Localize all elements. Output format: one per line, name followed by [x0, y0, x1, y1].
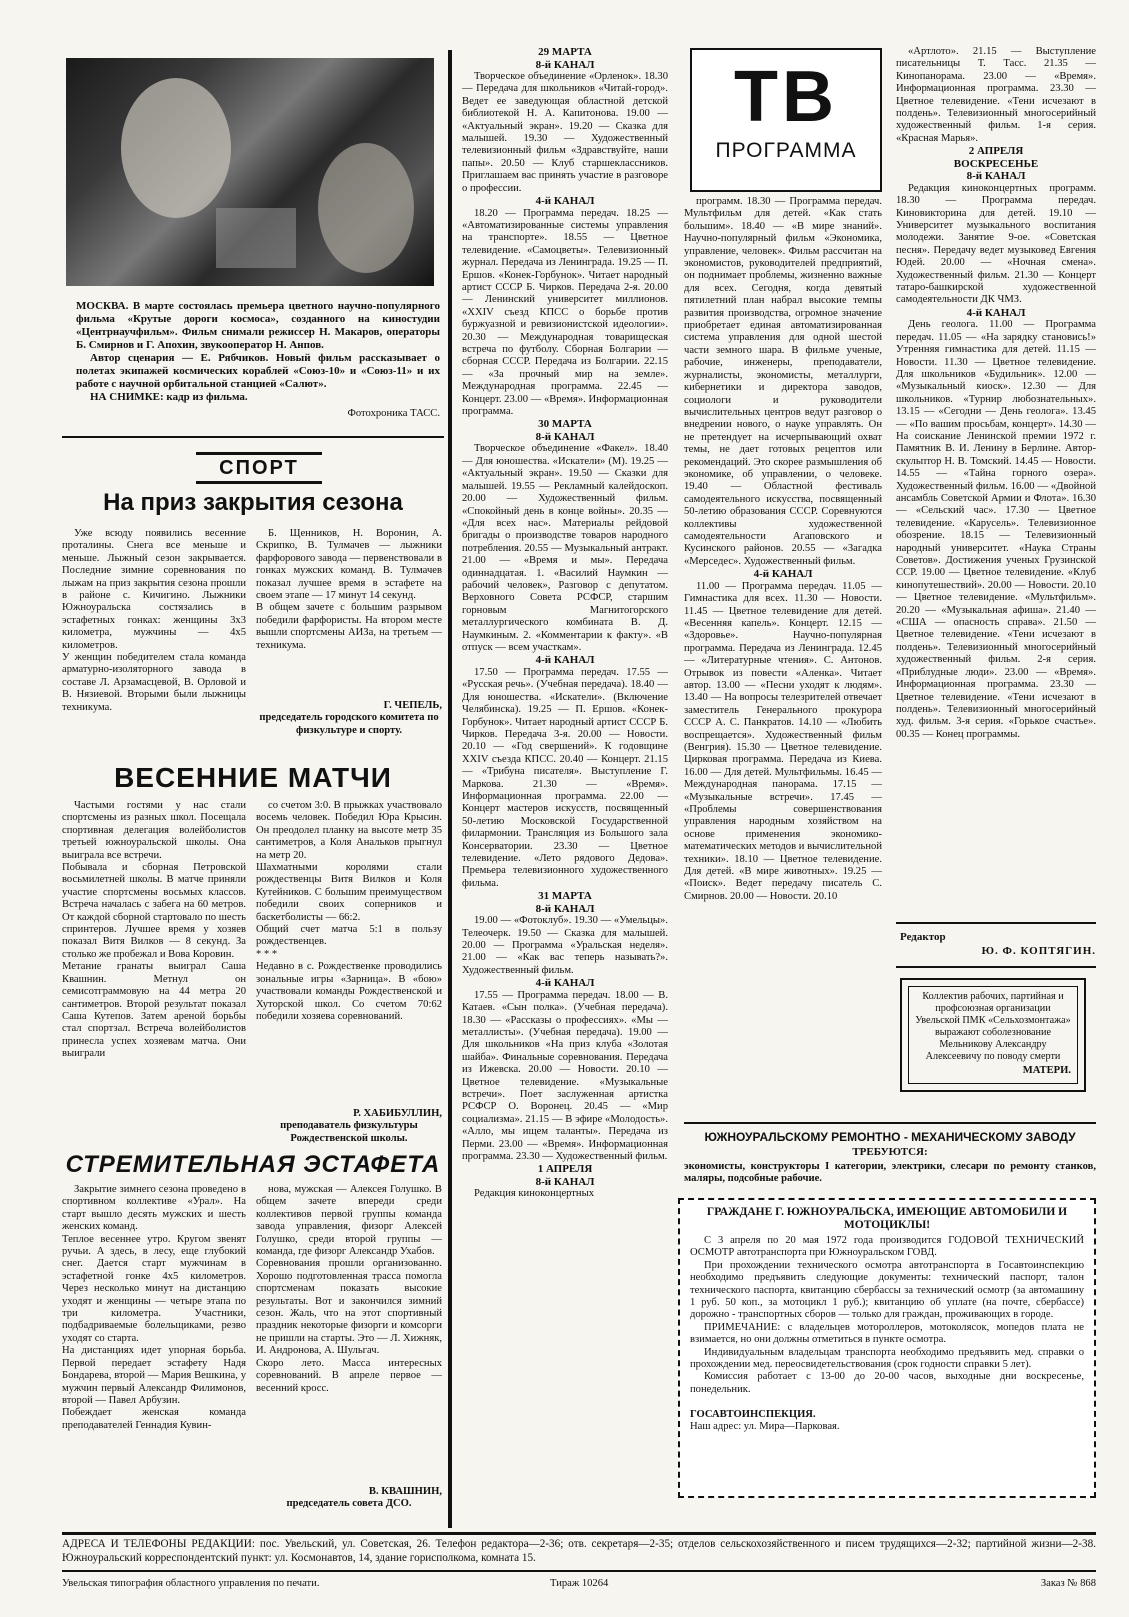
sport-col2: Б. Щенников, Н. Воронин, А. Скрипко, В. Тулмачев — лыжники фарфорового завода — первенствовали в гонках мужских команд. В. Тулмачев показал лучшее время в эстафете на своем этапе — 17 минут 14 секунд. В общем зачете с большим разрывом победили фарфористы. На втором месте вышли спортсмены АИЗа, на третьем — техникума. — [256, 528, 442, 651]
repair-ad-title: ЮЖНОУРАЛЬСКОМУ РЕМОНТНО - МЕХАНИЧЕСКОМУ ЗАВОДУ — [704, 1130, 1076, 1144]
divider — [684, 1122, 1096, 1124]
tv-program-text: 17.50 — Программа передач. 17.55 — «Русская речь». (Учебная передача). 18.40 — Для юношества. «Искатели». (Включение Челябинска). 19.25 — П. Ершов. «Конек-Горбунок». Читает народный артист СССР Б. Чирков. Передача 3-я. 20.00 — Новости. 20.10 — «Год свершений». К годовщине XXIV съезда КПСС. 20.40 — Концерт. 21.15 — «Трибуна писателя». Выступление Г. Маркова. 21.30 — «Время». Информационная программа. 22.00 — Концерт мастеров искусств, посвященный 50-летию Московской Государственной филармонии. Трансляция из Большого зала Консерватории. 23.30 — Цветное телевидение. «Лето рядового Дедова». Премьера телевизионного художественного фильма. — [462, 666, 668, 889]
tv-program-text: Творческое объединение «Орленок». 18.30 — Передача для школьников «Читай-город». Ведет ее заведующая областной детской библиотекой Н. А. Капитонова. 19.00 — «Актуальный экран». 19.20 — Сказка для малышей. 19.30 — Художественный телевизионный фильм «Здравствуйте, наши папы». 20.50 — Клуб старшеклассников. Приглашаем вас принять участие в разговоре о профессии. — [462, 71, 668, 194]
relay-headline: СТРЕМИТЕЛЬНАЯ ЭСТАФЕТА — [65, 1151, 441, 1178]
gai-ad-p1: С 3 апреля по 20 мая 1972 года производится ГОДОВОЙ ТЕХНИЧЕСКИЙ ОСМОТР автотранспорта при Южноуральском ГОВД. — [690, 1235, 1084, 1259]
obituary-word: МАТЕРИ. — [1022, 1065, 1071, 1076]
tv-day-header: 29 МАРТА — [538, 46, 592, 58]
tv-day-header: 4-й КАНАЛ — [753, 568, 813, 581]
photo-caption-block — [76, 300, 440, 420]
matches-col2: со счетом 3:0. В прыжках участвовало восемь человек. Победил Юра Крысин. Он преодолел планку на высоте метр 35 сантиметров, а Коля Анальков прыгнул на метр 20. Шахматными королями стали рождественцы Витя Вилков и Коля Кутейников. С большим преимуществом победили своих соперников и баскетболисты — 66:2. Общий счет матча 5:1 в пользу рождественцев. * * * Недавно в с. Рождественке проводились зональные игры «Зарница». В «бою» участвовали команды Рождественской и Хуторской школ. Со счетом 70:62 победили хозяева соревнований. — [256, 800, 442, 1022]
tv-logo-letters: ТВ — [734, 57, 838, 137]
gai-ad-p5: Комиссия работает с 13-00 до 20-00 часов, выходные дни воскресенье, понедельник. — [690, 1371, 1084, 1395]
repair-ad-text: экономисты, конструкторы I категории, электрики, слесари по ремонту станков, маляры, подсобные рабочие. — [684, 1161, 1096, 1185]
relay-col1: Закрытие зимнего сезона проведено в спортивном коллективе «Урал». На старт вышло десять мужских и шесть женских команд. Теплое весеннее утро. Кругом звенят ручьи. А здесь, в лесу, еще глубокий снег. Дается старт мужчинам в эстафетной гонке 4х5 километров. Через несколько минут на дистанцию уходят и женщины — четыре этапа по три километра. Участники, подбадриваемые болельщиками, резво уходят со старта. На дистанциях идет упорная борьба. Первой передает эстафету Надя Бондарева, второй — Мария Вешкина, у мужчин первый Александр Филимонов, второй — Павел Арбузин. Побеждает женская команда преподавателей Геннадия Кувин- — [62, 1184, 246, 1431]
sport-col1: Уже всюду появились весенние проталины. Снега все меньше и меньше. Лыжный сезон закрывается. Последние зимние соревнования по лыжам на приз закрытия сезона прошли в районе с. Кичигино. Лыжники Южноуральска состязались в эстафетных гонках: женщины 3х3 километра, мужчины — 4х5 километров. У женщин победителем стала команда арматурно-изоляторного завода в составе Л. Арзамасцевой, В. Орловой и В. Нязиевой. Вторыми были лыжницы техникума. — [62, 528, 246, 713]
sport-signature-role: председатель городского комитета по физкультуре и спорту. — [259, 712, 439, 736]
tv-day-header: 8-й КАНАЛ — [535, 58, 595, 71]
tv-program-text: Редакция киноконцертных — [474, 1188, 595, 1200]
photo-illustration — [66, 58, 434, 286]
footer-circulation: Тираж 10264 — [550, 1578, 609, 1589]
photo-caption-note: НА СНИМКЕ: кадр из фильма. — [90, 391, 248, 403]
relay-signature-role: председатель совета ДСО. — [286, 1498, 412, 1510]
footer-order: Заказ № 868 — [1040, 1578, 1096, 1589]
gai-ad-p2: При прохождении технического осмотра автотранспорта в Госавтоинспекцию необходимо предъявить следующие документы: технический паспорт, талон технического паспорта, квитанцию сбербассы за технический осмотр (за автомашину 1 руб. 50 коп., за мотоцикл 1 руб.); квитанцию об уплате (на почте, сбербассе) дорожно - транспортных сборов — только для граждан, проживающих в городе. — [690, 1259, 1084, 1321]
tv-day-header: 8-й КАНАЛ — [535, 902, 595, 915]
editor-label: Редактор — [900, 931, 946, 943]
tv-day-header: 4-й КАНАЛ — [535, 195, 595, 208]
gai-ad-p4: Индивидуальным владельцам транспорта необходимо предъявить мед. справки о прохождении мед. переосвидетельствования (срок годности справки 5 лет). — [690, 1346, 1084, 1371]
repair-ad-subtitle: ТРЕБУЮТСЯ: — [852, 1146, 928, 1158]
sport-signature: Г. ЧЕПЕЛЬ, — [383, 700, 442, 711]
tv-column-c — [896, 46, 1096, 916]
gai-ad-sign-line — [690, 1396, 1084, 1433]
photo-caption: МОСКВА. В марте состоялась премьера цветного научно-популярного фильма «Крутые дороги космоса», созданного на киностудии «Центрнаучфильм». Фильм снимали режиссер Н. Макаров, операторы Б. Смирнов и Г. Апохин, звукооператор Н. Анпов. — [76, 300, 440, 351]
tv-program-text: День геолога. 11.00 — Программа передач. 11.05 — «На зарядку становись!» Утренняя гимнастика для детей. 11.15 — Новости. 11.30 — Цветное телевидение. Для школьников «Будильник». 12.00 — «Музыкальный киоск». 12.30 — Для школьников. «Турнир любознательных». 13.15 — «Сегодни — День геолога». 13.45 — «По вашим просьбам, концерт». 14.30 — На соискание Ленинской премии 1972 г. Памятник В. И. Ленину в Берлине. Автор-скульптор Н. В. Томский. 14.45 — Новости. 14.55 — «Тайна горного озера». Художественный фильм. 16.00 — «Двойной ансамбль Советской Армии и Флота». 16.30 — «Сельский час». 17.30 — Цветное телевидение. «Карусель». Телевизионное обозрение. 18.15 — Телевизионный народный университет. «Наука Страны Советов». Достижения ученых Грузинской ССР. 19.00 — Цветное телевидение. «Клуб кинопутешествий». 20.00 — Новости. 20.10 — Цветное телевидение. «Мультфильм». 20.20 — «Музыкальная афиша». 21.40 — «США — опасность справа». 21.50 — Цветное телевидение. «Тени исчезают в полдень». Телевизионный многосерийный художественный фильм. 2-я серия. «Приблудные люди». 23.00 — «Время». Информационная программа. 23.30 — Цветное телевидение. «Тени исчезают в полдень». Телевизионный многосерийный худ. фильм. 3-я серия. «Горькое счастье». 00.35 — Конец программы. — [896, 319, 1096, 740]
matches-signature: Р. ХАБИБУЛЛИН, — [353, 1108, 442, 1119]
gai-ad-box — [678, 1198, 1096, 1498]
tv-program-text: 17.55 — Программа передач. 18.00 — В. Катаев. «Сын полка». (Учебная передача). 18.30 — «Рассказы о профессиях». «Мы — металлисты». (Учебная передача). 19.00 — Для школьников «На приз клуба «Золотая шайба». Финальные соревнования. Передача из Ижевска. 20.00 — Новости. 20.10 — Цветное телевидение. «Музыкальные встречи». Поет заслуженная артистка РСФСР О. Воронец. 20.45 — «Мир социализма». 21.15 — В эфире «Молодость». «Алло, мы ищем таланты». Передача из Перми. 23.00 — «Время». Информационная программа. 23.30 — Художественный фильм. — [462, 989, 668, 1162]
tv-program-text: «Артлото». 21.15 — Выступление писательницы Т. Тасс. 21.35 — Кинопанорама. 23.00 — «Время». Информационная программа. 23.30 — Цветное телевидение. «Тени исчезают в полдень». Телевизионный многосерийный художественный фильм. 1-я серия. «Красная Марья». — [896, 46, 1096, 144]
photo-caption-author: Автор сценария — Е. Рябчиков. Новый фильм рассказывает о полетах экипажей космических кораблей «Союз-10» и «Союз-11» и их работе с научной орбитальной станцией «Салют». — [76, 352, 440, 390]
sport-headline: На приз закрытия сезона — [103, 489, 403, 516]
column-divider — [448, 50, 452, 1528]
divider — [62, 1532, 1096, 1535]
divider — [896, 966, 1096, 968]
tv-day-header: 2 АПРЕЛЯ — [968, 145, 1024, 158]
tv-program-text: Творческое объединение «Факел». 18.40 — Для юношества. «Искатели» (М). 19.25 — «Актуальный экран». 19.50 — Сказки для малышей. 19.55 — Рекламный калейдоскоп. 20.00 — Художественный фильм. «Спокойный день в конце войны». 20.35 — «Для всех нас». Материалы рейдовой бригады о производстве товаров народного потребления. 20.55 — Музыкальный антракт. 21.00 — «Время и мы». Передача одиннадцатая. 1. «Василий Наумкин — рабочий человек», Разговор с депутатом. Верховного Совета РСФСР, старшим горновым Магнитогорского металлургического комбината В. Д. Наумкиным. 2. «Комментарии к факту». «В отпуск — всем участкам». — [462, 443, 668, 653]
sport-signature-block — [256, 700, 442, 737]
photo-credit: Фотохроника ТАСС. — [347, 408, 440, 419]
obituary-text: Коллектив рабочих, партийная и профсоюзная организации Увельской ПМК «Сельхозмонтажа» выражают соболезнование Мельникову Александру Алексеевичу по поводу смерти — [915, 991, 1071, 1062]
relay-col2: нова, мужская — Алексея Голушко. В общем зачете впереди среди коллективов первой группы команда завода управления, физорг Алексей Голушко, среди второй группы — команда, где физорг Александр Ухабов. Соревнования прошли организованно. Хорошо подготовленная трасса помогла спортсменам показать высокие результаты. Вот и закончился зимний сезон. Жаль, что на этот спортивный праздник некоторые физорги и комсорги не пришли на старты. Это — Л. Хижняк, И. Андронова, А. Шульгач. Скоро лето. Масса интересных соревнований. В апреле первое — весенний кросс. — [256, 1184, 442, 1394]
tv-day-header: 4-й КАНАЛ — [535, 977, 595, 990]
tv-logo — [690, 48, 882, 192]
tv-program-text: программ. 18.30 — Программа передач. Мультфильм для детей. «Как стать большим». 18.40 — «В мире знаний». Научно-популярный фильм «Экономика, управление, человек». Фильм рассчитан на экономистов, руководителей предприятий, он поднимает проблемы, жизненно важные для всех. Сегодня, когда девятый пятилетний план набрал высокие темпы развития производства, огромное значение приобретает единая автоматизированная система управления для одной шестой части земного шара. В фильме ученые, рабочие, инженеры, преподаватели, журналисты, экономисты, металлурги, кибернетики и директора заводов, социологи и руководители вычислительных центров ведут разговор о внедрении нового, о науке управлять. Он не претендует на исчерпывающий охват темы, не дает готовых рецептов или рекомендаций. Это скорее размышления об экономике, об управлении, о человеке. 19.40 — Областной фестиваль самодеятельного искусства, посвященный 50-летию образования СССР. Соревнуются коллективы художественной самодеятельности Агаповского и Кусинского районов. 20.55 — «Загадка «Мерседес». Художественный фильм. — [684, 196, 882, 567]
obituary-box — [900, 978, 1086, 1092]
editor-line — [900, 930, 1096, 958]
tv-day-header: 30 МАРТА — [538, 418, 592, 431]
gai-ad-sign: ГОСАВТОИНСПЕКЦИЯ. — [690, 1408, 816, 1420]
matches-signature-block — [256, 1108, 442, 1145]
tv-logo-word: ПРОГРАММА — [715, 139, 857, 162]
tv-program-text: 11.00 — Программа передач. 11.05 — Гимнастика для всех. 11.30 — Новости. 11.45 — Цветное телевидение для детей. «Весенняя капель». Концерт. 12.15 — «Здоровье». Научно-популярная программа. Передача из Ленинграда. 12.45 — «Литературные чтения». С. Антонов. Отрывок из повести «Аленка». Читает автор. 13.00 — «Песни уходят к людям». 13.40 — На вопросы телезрителей отвечает заместитель Генерального прокурора СССР А. С. Панкратов. 14.10 — «Любить воспрещается». Художественный фильм (Венгрия). 15.30 — Цветное телевидение. Цирковая программа. Передача из Киева. 16.00 — Для детей. Мультфильмы. 16.45 — Международная панорама. 17.15 — «Музыкальные встречи». 17.45 — «Проблемы совершенствования управления народным хозяйством на основе применения экономико-математических методов и вычислительной техники». 18.10 — Цветное телевидение. Для детей. «В мире животных». 19.25 — «Поиск». Ведет передачу писатель С. Смирнов. 20.00 — Новости. 20.10 — [684, 580, 882, 902]
tv-program-text: 18.20 — Программа передач. 18.25 — «Автоматизированные системы управления на транспорте». 18.55 — Цветное телевидение. «Самоцветы». Телевизионный журнал. Передача из Ленинграда. 19.25 — П. Ершов. «Конек-Горбунок». Читает народный артист СССР Б. Чирков. Передача 2-я. 20.00 — Ленинский университет миллионов. «XXIV съезд КПСС о борьбе против буржуазной и ревизионистской идеологии». 20.30 — Международная товарищеская встреча по футболу. Сборная Болгарии — сборная СССР. Передача из Болгарии. 22.15 — «За прочный мир на земле». Международная программа. 22.45 — Концерт. 23.00 — «Время». Информационная программа. — [462, 207, 668, 418]
matches-col1: Частыми гостями у нас стали спортсмены из разных школ. Посещала спортивная делегация волейболистов третьей южноуральской школы. Она выиграла все встречи. Побывала и сборная Петровской восьмилетней школы. В матче приняли участие спортсмены восьмых классов. Встреча началась с забега на 60 метров. От каждой сборной стартовало по шесть спринтеров. Лучшее время у хозяев показал Витя Вилков — 8 секунд. За столько же пробежал и Вова Коровин. Метание гранаты выиграл Саша Квашнин. Метнул он семисотграммовую на 44 метра 20 сантиметров. Второй результат показал Саша Кутепов. Затем ареной борьбы стал спортзал. Встреча волейболистов принесла успех хозяевам матча. Они выиграли — [62, 800, 246, 1060]
tv-program-text: 19.00 — «Фотоклуб». 19.30 — «Умельцы». Телеочерк. 19.50 — Сказка для малышей. 20.00 — Программа «Уральская неделя». 21.00 — «Как вас теперь называть?». Художественный фильм. — [462, 915, 668, 976]
footer-addresses: АДРЕСА И ТЕЛЕФОНЫ РЕДАКЦИИ: пос. Увельский, ул. Советская, 26. Телефон редактора—2-36; отв. секретаря—2-35; отделов сельскохозяйственного и писем трудящихся—2-32; партийной жизни—2-38. Южноуральский корреспондентский пункт: ул. Космонавтов, 14, здание горисполкома, комната 15. — [62, 1538, 1096, 1564]
relay-signature: В. КВАШНИН, — [368, 1486, 442, 1497]
editor-name: Ю. Ф. КОПТЯГИН. — [981, 945, 1096, 957]
tv-day-header: ВОСКРЕСЕНЬЕ — [953, 157, 1039, 170]
film-still-photo — [66, 58, 434, 286]
divider — [62, 436, 444, 438]
tv-column-b — [684, 196, 882, 1100]
gai-ad-title: ГРАЖДАНЕ Г. ЮЖНОУРАЛЬСКА, ИМЕЮЩИЕ АВТОМОБИЛИ И МОТОЦИКЛЫ! — [706, 1206, 1068, 1231]
tv-day-header: 31 МАРТА — [538, 890, 592, 903]
tv-day-header: 8-й КАНАЛ — [535, 1175, 595, 1188]
gai-ad-address: Наш адрес: ул. Мира—Парковая. — [690, 1421, 840, 1433]
tv-day-header: 1 АПРЕЛЯ — [537, 1163, 593, 1176]
tv-day-header: 4-й КАНАЛ — [535, 654, 595, 667]
tv-day-header: 8-й КАНАЛ — [966, 170, 1026, 183]
matches-signature-role: преподаватель физкультуры Рождественской школы. — [280, 1120, 418, 1144]
matches-headline: ВЕСЕННИЕ МАТЧИ — [114, 762, 392, 793]
sport-rubric: СПОРТ — [196, 452, 322, 484]
relay-signature-block — [256, 1486, 442, 1511]
tv-program-text: Редакция киноконцертных программ. 18.30 — Программа передач. Киновикторина для детей. 19.10 — Университет музыкального воспитания молодежи. Занятие 9-ое. «Советская песня». Передачу ведет музыковед Евгения Юдей. 20.00 — «Ночная смена». Художественный фильм. 21.30 — Концерт татаро-башкирской художественной самодеятельности ДК ЧМЗ. — [896, 182, 1096, 306]
tv-column-a — [462, 46, 668, 1530]
tv-day-header: 4-й КАНАЛ — [966, 306, 1026, 319]
divider — [896, 922, 1096, 924]
divider — [62, 1570, 1096, 1572]
tv-day-header: 8-й КАНАЛ — [535, 430, 595, 443]
footer-printer: Увельская типография областного управления по печати. — [62, 1578, 320, 1589]
gai-ad-p3: ПРИМЕЧАНИЕ: с владельцев мотороллеров, мотоколясок, мопедов плата не взимается, но они должны отметиться в пункте осмотра. — [690, 1321, 1084, 1346]
